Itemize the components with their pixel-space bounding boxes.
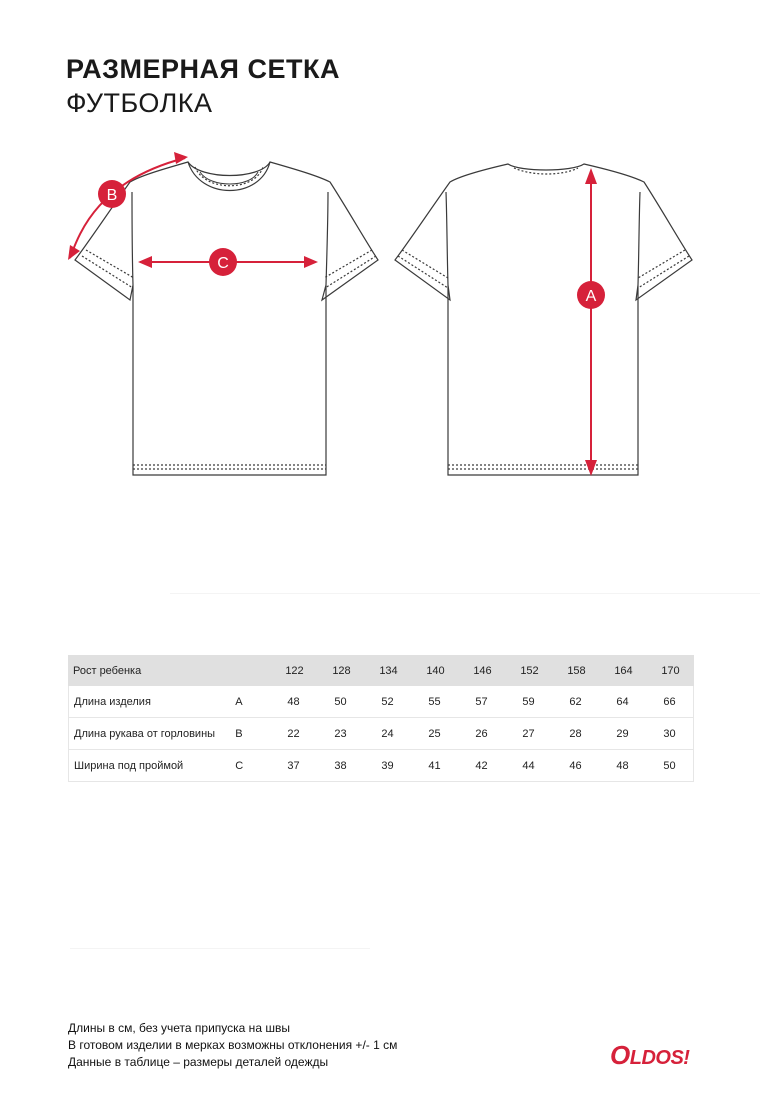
value-cell: 27: [522, 727, 535, 740]
value-cell: 59: [522, 695, 535, 708]
brand-logo: [610, 1040, 689, 1071]
value-cell: 23: [334, 727, 347, 740]
value-cell: 66: [663, 695, 676, 708]
value-cell: 26: [475, 727, 488, 740]
table-row: [69, 750, 693, 782]
tshirt-front-diagram: [60, 150, 390, 485]
value-cell: 25: [428, 727, 441, 740]
table-header-row: [68, 655, 694, 686]
row-code: C: [235, 759, 244, 772]
size-cell: 146: [473, 664, 492, 677]
value-cell: 50: [334, 695, 347, 708]
value-cell: 22: [287, 727, 300, 740]
value-cell: 55: [428, 695, 441, 708]
value-cell: 39: [381, 759, 394, 772]
value-cell: 41: [428, 759, 441, 772]
size-cell: 164: [614, 664, 633, 677]
value-cell: 38: [334, 759, 347, 772]
divider-line: [70, 948, 370, 949]
value-cell: 57: [475, 695, 488, 708]
marker-b: B: [106, 187, 118, 204]
tshirt-back-diagram: [382, 150, 712, 485]
divider-line: [170, 593, 760, 594]
note-line: В готовом изделии в мерках возможны отклонения +/- 1 см: [68, 1038, 398, 1052]
size-cell: 134: [379, 664, 398, 677]
row-label: Длина рукава от горловины: [74, 727, 216, 740]
page-title: РАЗМЕРНАЯ СЕТКА: [66, 54, 340, 84]
size-cell: 122: [285, 664, 304, 677]
size-table: [68, 655, 694, 782]
page-subtitle: ФУТБОЛКА: [66, 88, 213, 118]
value-cell: 64: [616, 695, 629, 708]
row-code: A: [235, 695, 243, 708]
value-cell: 30: [663, 727, 676, 740]
row-label: Ширина под проймой: [74, 759, 184, 772]
size-cell: 128: [332, 664, 351, 677]
marker-c: C: [217, 255, 229, 272]
header-sizes: [271, 665, 694, 677]
value-cell: 37: [287, 759, 300, 772]
value-cell: 50: [663, 759, 676, 772]
value-cell: 48: [616, 759, 629, 772]
table-row: [69, 686, 693, 718]
table-row: [69, 718, 693, 750]
value-cell: 28: [569, 727, 582, 740]
value-cell: 42: [475, 759, 488, 772]
size-cell: 140: [426, 664, 445, 677]
row-code: B: [235, 727, 243, 740]
header-label: Рост ребенка: [73, 664, 142, 677]
size-cell: 170: [661, 664, 680, 677]
footnotes: [68, 1020, 397, 1071]
value-cell: 62: [569, 695, 582, 708]
note-line: Длины в см, без учета припуска на швы: [68, 1021, 290, 1035]
size-cell: 152: [520, 664, 539, 677]
marker-a: A: [585, 288, 597, 305]
value-cell: 29: [616, 727, 629, 740]
note-line: Данные в таблице – размеры деталей одежды: [68, 1055, 329, 1069]
value-cell: 44: [522, 759, 535, 772]
value-cell: 46: [569, 759, 582, 772]
size-cell: 158: [567, 664, 586, 677]
row-label: Длина изделия: [74, 695, 151, 708]
logo-letter-o: O: [610, 1040, 630, 1070]
logo-rest: LDOS!: [629, 1047, 690, 1069]
value-cell: 48: [287, 695, 300, 708]
value-cell: 24: [381, 727, 394, 740]
value-cell: 52: [381, 695, 394, 708]
